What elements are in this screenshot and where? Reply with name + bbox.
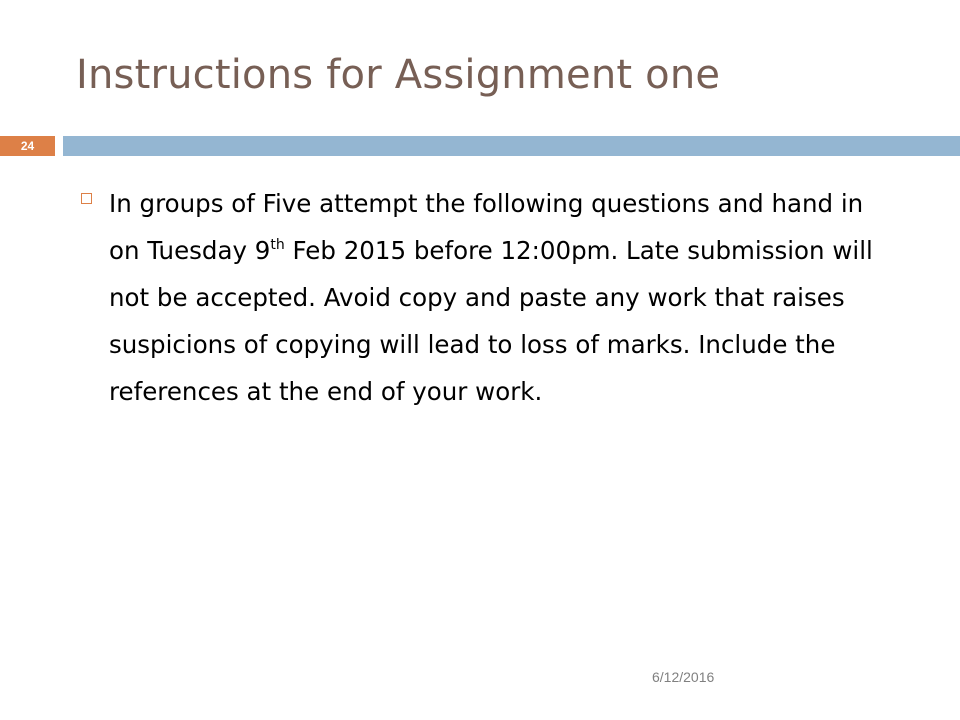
bullet-text-part-1: In groups of Five attempt the following questions and hand in on Tuesday 9: [109, 189, 864, 265]
accent-bar: [63, 136, 960, 156]
slide-number: 24: [0, 136, 55, 156]
square-bullet-icon: [81, 193, 92, 204]
slide-title: Instructions for Assignment one: [76, 52, 721, 98]
date-ordinal-suffix: th: [270, 237, 285, 253]
slide-date: 6/12/2016: [652, 669, 715, 685]
bullet-text: [109, 180, 889, 415]
bullet-text-part-2: Feb 2015 before 12:00pm. Late submission will not be accepted. Avoid copy and paste any work that raises suspicions of copying will lead to loss of marks. Include the references at the end of your work.: [109, 236, 873, 406]
